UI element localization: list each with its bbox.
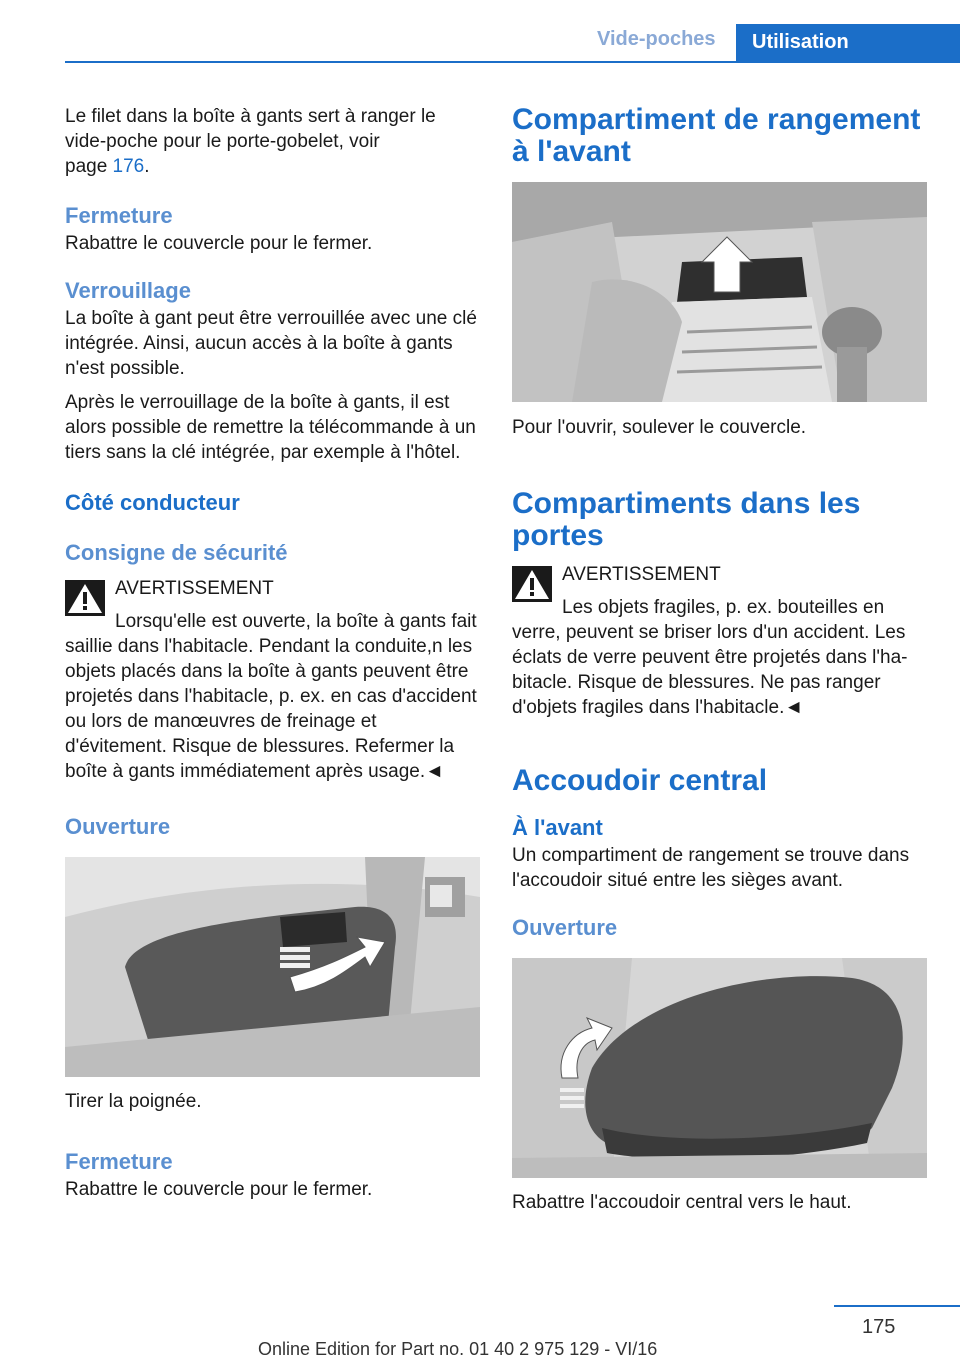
warning-text-right: Les objets fragiles, p. ex. bouteilles en verre, peuvent se briser lors d'un accident. Les éclats de verre peuvent être projetés dans l'habitacle. Risque de blessures. Ne pas ranger d'objets fragiles dans l'habitacle.◄ bbox=[512, 597, 908, 718]
ouverture-heading-left: Ouverture bbox=[65, 814, 171, 839]
fermeture-heading-1: Fermeture bbox=[65, 203, 173, 228]
compartiment-caption: Pour l'ouvrir, soulever le couvercle. bbox=[512, 417, 807, 438]
warning-block-right bbox=[512, 562, 928, 720]
header-chapter-label: Utilisation bbox=[752, 31, 849, 53]
fermeture-text-1: Rabattre le couvercle pour le fermer. bbox=[65, 233, 373, 254]
intro-page-prefix: page bbox=[65, 156, 113, 177]
warning-title-left: AVERTISSEMENT bbox=[115, 578, 274, 599]
compartiment-avant-heading: Compartiment de rangement à l'avant bbox=[512, 103, 921, 168]
glovebox-image bbox=[65, 857, 480, 1077]
a-lavant-text: Un compartiment de rangement se trouve dans l'accoudoir situé entre les sièges avant. bbox=[512, 845, 910, 891]
ouverture-caption-left: Tirer la poignée. bbox=[65, 1091, 202, 1112]
header-rule bbox=[65, 61, 960, 63]
intro-paragraph bbox=[65, 104, 481, 179]
intro-text: Le filet dans la boîte à gants sert à ranger le vide-poche pour le porte-gobelet, voir bbox=[65, 106, 436, 152]
footer-rule bbox=[834, 1305, 960, 1307]
glovebox-illustration bbox=[65, 857, 480, 1077]
verrouillage-paragraph-2: Après le verrouillage de la boîte à gants, il est alors possible de remettre la télécommande à un tiers sans la clé intégrée, par exemple à l'hôtel. bbox=[65, 392, 476, 463]
fermeture-heading-2: Fermeture bbox=[65, 1149, 173, 1174]
verrouillage-paragraph-1: La boîte à gant peut être verrouillée avec une clé intégrée. Ainsi, aucun accès à la boîte à gants n'est possible. bbox=[65, 308, 477, 379]
right-column bbox=[512, 100, 928, 1215]
fermeture-text-2: Rabattre le couvercle pour le fermer. bbox=[65, 1179, 373, 1200]
header-chapter-tab bbox=[736, 24, 960, 63]
ouverture-heading-right: Ouverture bbox=[512, 915, 618, 940]
armrest-image bbox=[512, 958, 927, 1178]
cote-conducteur-heading: Côté conducteur bbox=[65, 490, 240, 515]
warning-title-right: AVERTISSEMENT bbox=[562, 564, 721, 585]
accoudoir-heading: Accoudoir central bbox=[512, 764, 768, 797]
armrest-illustration bbox=[512, 958, 927, 1178]
header-section-label: Vide-poches bbox=[597, 28, 716, 50]
front-compartment-image bbox=[512, 182, 927, 402]
consigne-securite-heading: Consigne de sécurité bbox=[65, 540, 288, 565]
edition-footer: Online Edition for Part no. 01 40 2 975 129 - VI/16 bbox=[258, 1339, 658, 1359]
page-number: 175 bbox=[862, 1316, 896, 1338]
front-compartment-illustration bbox=[512, 182, 927, 402]
intro-end: . bbox=[144, 156, 150, 177]
warning-triangle-icon bbox=[65, 580, 105, 616]
page-link-176[interactable]: 176 bbox=[112, 156, 145, 177]
warning-block-left bbox=[65, 576, 481, 784]
portes-heading: Compartiments dans les portes bbox=[512, 487, 861, 552]
verrouillage-heading: Verrouillage bbox=[65, 278, 191, 303]
ouverture-caption-right: Rabattre l'accoudoir central vers le haut. bbox=[512, 1192, 852, 1213]
warning-text-left: Lorsqu'elle est ouverte, la boîte à gants fait saillie dans l'habitacle. Pendant la conduite,n les objets placés dans la boîte à gants peuvent être projetés dans l'habitacle, p. ex. en cas d'accident ou lors de manœuvres de freinage et d'évitement. Risque de blessures. Refermer la boîte à gants immédiatement après usage.◄ bbox=[65, 611, 477, 782]
a-lavant-heading: À l'avant bbox=[512, 815, 603, 840]
left-column bbox=[65, 100, 481, 1202]
warning-triangle-icon bbox=[512, 566, 552, 602]
